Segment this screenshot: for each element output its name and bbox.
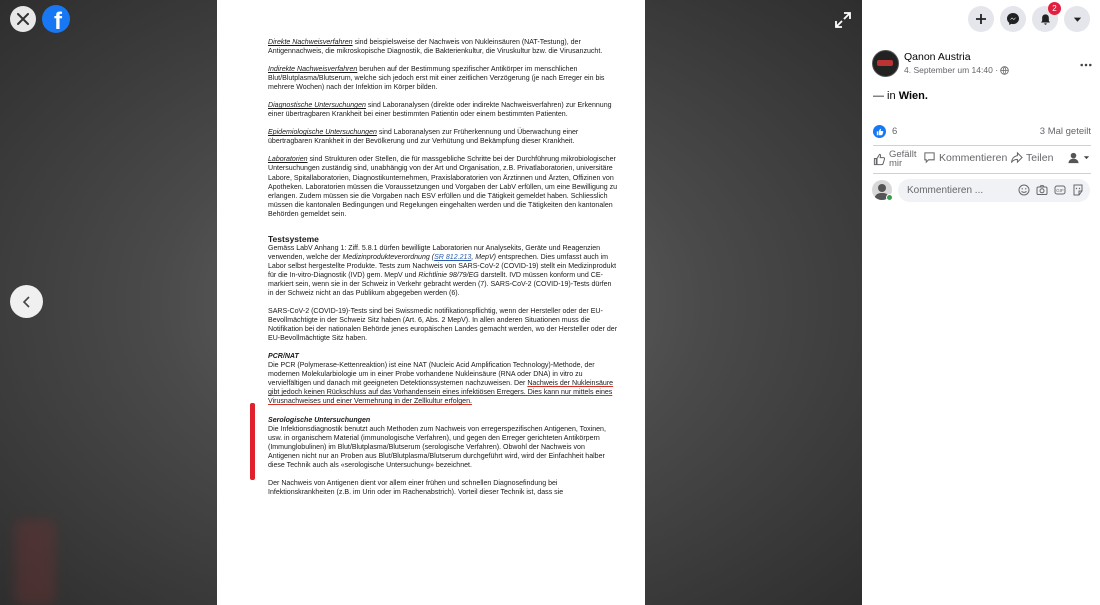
- like-reaction-icon[interactable]: [873, 125, 886, 138]
- definition-paragraph: Epidemiologische Untersuchungen sind Laboranalysen zur Früherkennung und Überwachung einer übertragbaren Krankheit in der Bevölkerung und zur Verhütung und Bekämpfung dieser Krankheit.: [268, 129, 579, 146]
- sr-link[interactable]: SR 812.213: [434, 253, 472, 261]
- serologie-paragraph: Serologische Untersuchungen Die Infektionsdiagnostik benutzt auch Methoden zum Nachweis von erregerspezifischen Antigenen, Toxinen, usw. in organischem Material (immunologische Verfahren), und gegen den Erreger gerichteten Antikörpern (Immunglobulinen) im Blut/Blutplasma/Blutserum (serologische Verfahren). Obwohl der Nachweis von Antigenen nicht nur an Proben aus Blut/Blutplasma/Blutserum durchgeführt wird, wird der Einfachheit halber diese Technik auch als «serologische Untersuchung» bezeichnet.: [268, 416, 606, 469]
- chevron-down-icon: [1083, 154, 1090, 161]
- thumbs-up-icon: [876, 128, 884, 136]
- pcr-heading: PCR/NAT: [268, 353, 299, 361]
- comment-button[interactable]: Kommentieren: [923, 151, 1007, 164]
- definition-paragraph: Diagnostische Untersuchungen sind Laboranalysen (direkte oder indirekte Nachweisverfahren) zur Erkennung einer übertragbaren Krankheit bei einer bestimmten Patientin oder einem bestimmten Patienten.: [268, 102, 612, 119]
- share-button[interactable]: Teilen: [1010, 151, 1053, 164]
- plus-icon: [975, 13, 987, 25]
- testsysteme-paragraph: SARS-CoV-2 (COVID-19)-Tests sind bei Swissmedic notifikationspflichtig, wenn der Hersteller oder der EU-Bevollmächtigte in der Schweiz Sitz haben (Art. 6, Abs. 2 MepV). In allen anderen Situationen muss die Notifikation bei der nationalen Behörde jenes europäischen Landes gemacht werden, wo der Hersteller oder der EU-Bevollmächtigte Sitz haben.: [268, 308, 618, 343]
- audience-selector[interactable]: [1067, 151, 1090, 164]
- online-status-dot: [886, 194, 893, 201]
- comment-composer: [872, 179, 1092, 203]
- thumbs-up-icon: [873, 153, 886, 166]
- divider: [873, 145, 1091, 146]
- post-sidebar: [862, 0, 1100, 605]
- comment-icon: [923, 151, 936, 164]
- divider: [873, 173, 1091, 174]
- more-options-button[interactable]: [1080, 54, 1092, 70]
- serologie-heading: Serologische Untersuchungen: [268, 416, 371, 424]
- notification-badge: 2: [1048, 2, 1061, 15]
- camera-icon[interactable]: [1036, 184, 1048, 196]
- reactions-row: [873, 125, 1091, 139]
- page-name-link[interactable]: Qanon Austria: [904, 51, 971, 63]
- account-menu-button[interactable]: [1064, 6, 1090, 32]
- definition-paragraph: Laboratorien sind Strukturen oder Stellen, die für massgebliche Schritte bei der Durchführung mikrobiologischer Untersuchungen zuständig sind, unabhängig von der Art und Organisation, z.B. Privatlaboratorien, universitäre Labore, Spitallaboratorien, Diagnostikunternehmen, Praxislaboratorien von Ärztinnen und Ärzten, Offizinen von Apotheken. Laboratorien müssen die Voraussetzungen und Vorgaben der LabV erfüllen, um eine Bewilligung zu erlangen. Zudem müssen sie die Vorgaben nach ESV erfüllen und die Tätigkeit gemeldet haben. Schliesslich müssen die kantonalen Bedingungen und Regelungen eingehalten werden und die Tätigkeiten den kantonalen Behörden gemeldet sein.: [268, 156, 618, 218]
- share-icon: [1010, 151, 1023, 164]
- definition-paragraph: Indirekte Nachweisverfahren beruhen auf der Bestimmung spezifischer Antikörper im menschlichen Blut/Blutplasma/Blutserum, welche sich jedoch erst mit einer zeitlichen Verzögerung (je nach Erreger ein bis mehrere Wochen) nach der Infektion im Körper bilden.: [268, 66, 605, 92]
- background-blur: [15, 520, 55, 605]
- sticker-icon[interactable]: [1072, 184, 1084, 196]
- definition-paragraph: Direkte Nachweisverfahren sind beispielsweise der Nachweis von Nukleinsäuren (NAT-Testung), der Antigennachweis, die mikroskopische Diagnostik, die Bakterienkultur, die Viruskultur bzw. die Virusanzucht.: [268, 39, 603, 56]
- action-bar: [873, 151, 1093, 169]
- more-icon: [1080, 63, 1092, 67]
- messenger-icon: [1006, 12, 1020, 26]
- comment-tools: [1018, 184, 1084, 196]
- red-highlight-bar: [250, 403, 255, 480]
- page-avatar[interactable]: [872, 50, 899, 77]
- messenger-button[interactable]: [1000, 6, 1026, 32]
- user-avatar-icon: [1067, 151, 1080, 164]
- chevron-down-icon: [1072, 14, 1083, 25]
- gif-icon[interactable]: [1054, 184, 1066, 196]
- previous-photo-button[interactable]: [10, 285, 43, 318]
- document-photo: [217, 0, 645, 605]
- like-button[interactable]: Gefällt mir: [873, 151, 913, 168]
- facebook-logo[interactable]: f: [42, 5, 70, 33]
- post-header: [872, 50, 1092, 80]
- create-button[interactable]: [968, 6, 994, 32]
- comment-input[interactable]: Kommentieren ... GIF: [898, 179, 1090, 202]
- highlighted-text: Nachweis der Nukleinsäure gibt jedoch keinen Rückschluss auf das Vorhandensein eines infektiösen Erregers. Dies kann nur mittels eines Virusnachweises und einer Vermehrung in der Zellkultur erfolgen.: [268, 380, 614, 406]
- location-link[interactable]: Wien.: [898, 90, 928, 102]
- chevron-left-icon: [21, 296, 33, 308]
- pcr-paragraph: PCR/NAT Die PCR (Polymerase-Kettenreaktion) ist eine NAT (Nucleic Acid Amplification Technology)-Methode, der modernen Molekularbiologie um in einer Probe vorhandene Nukleinsäure (RNA oder DNA) in vitro zu vervielfältigen und danach mit geeigneten Detektionssystemen nachzuweisen. Der Nachweis der Nukleinsäure gibt jedoch keinen Rückschluss auf das Vorhandensein eines infektiösen Erregers. Dies kann nur mittels eines Virusnachweises und einer Vermehrung in der Zellkultur erfolgen.: [268, 353, 614, 406]
- document-text: [268, 38, 618, 506]
- post-date[interactable]: 4. September um 14:40 ·: [904, 65, 999, 75]
- post-meta: [904, 65, 1009, 75]
- globe-icon: [1000, 66, 1009, 75]
- expand-icon: [833, 10, 853, 30]
- svg-text:GIF: GIF: [1056, 188, 1064, 194]
- share-count[interactable]: 3 Mal geteilt: [1039, 126, 1091, 137]
- expand-button[interactable]: [833, 10, 853, 30]
- antigen-paragraph: Der Nachweis von Antigenen dient vor allem einer frühen und schnellen Diagnosefindung bei Infektionskrankheiten (z.B. im Urin oder im Rachenabstrich). Vorteil dieser Technik ist, dass sie: [268, 479, 564, 496]
- close-button[interactable]: [10, 6, 36, 32]
- top-bar: [862, 0, 1100, 38]
- emoji-icon[interactable]: [1018, 184, 1030, 196]
- bell-icon: [1039, 13, 1052, 26]
- like-count[interactable]: 6: [892, 126, 898, 137]
- section-heading: Testsysteme: [268, 233, 319, 244]
- notifications-button[interactable]: [1032, 6, 1058, 32]
- post-caption: — in Wien.: [873, 90, 928, 102]
- testsysteme-paragraph: Gemäss LabV Anhang 1: Ziff. 5.8.1 dürfen bewilligte Laboratorien nur Analysekits, Geräte und Reagenzien verwenden, welche der Medizinprodukteverordnung (SR 812.213, MepV) entsprechen. Dies umfasst auch im Labor selbst hergestellte Produkte. Tests zum Nachweis von SARS-CoV-2 (COVID-19) stellt ein Medizinprodukt für die In-vitro-Diagnostik (IVD) gem. MepV und Richtlinie 98/79/EG darstellt. IVD müssen konform und CE-markiert sein, wenn sie in der Schweiz in Verkehr gebracht werden (7). SARS-CoV-2 (COVID-19)-Tests dürfen in der Schweiz nicht an das Publikum abgegeben werden (6).: [268, 244, 617, 297]
- close-icon: [17, 13, 29, 25]
